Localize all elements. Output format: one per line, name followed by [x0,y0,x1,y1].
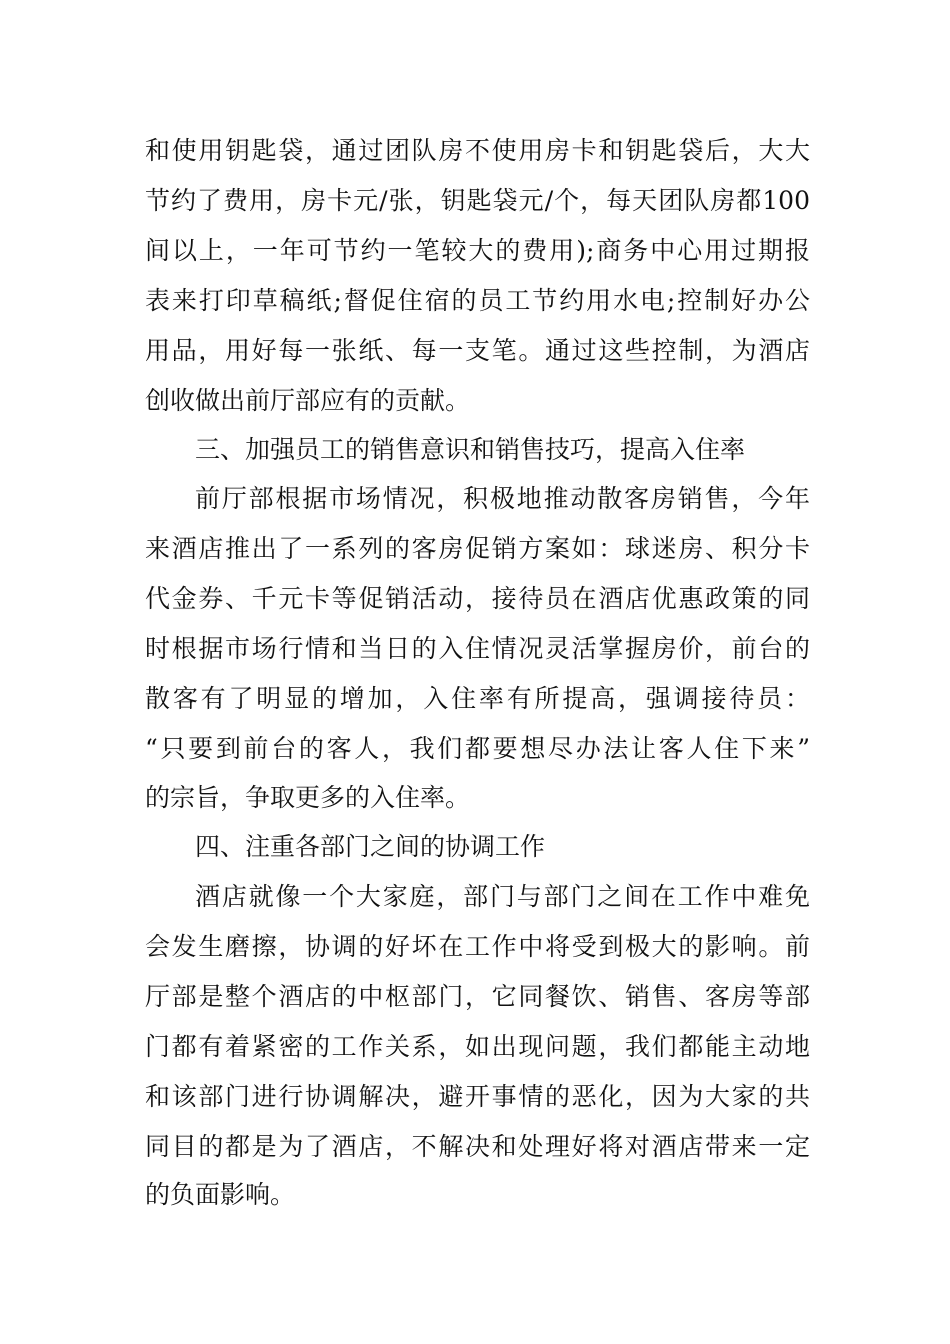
paragraph-2-line-3: 代金券、千元卡等促销活动，接待员在酒店优惠政策的同 [145,584,810,613]
paragraph-3-line-4: 门都有着紧密的工作关系，如出现问题，我们都能主动地 [145,1032,810,1061]
paragraph-3-line-2: 会发生磨擦，协调的好坏在工作中将受到极大的影响。前 [145,932,810,961]
section-heading-3: 三、加强员工的销售意识和销售技巧，提高入住率 [195,435,746,464]
section-heading-4: 四、注重各部门之间的协调工作 [195,832,546,861]
paragraph-1-line-4: 表来打印草稿纸;督促住宿的员工节约用水电;控制好办公 [145,286,810,315]
paragraph-1-line-2: 节约了费用，房卡元/张，钥匙袋元/个，每天团队房都100 [145,186,810,215]
paragraph-3-line-3: 厅部是整个酒店的中枢部门，它同餐饮、销售、客房等部 [145,982,810,1011]
paragraph-2-line-7: 的宗旨，争取更多的入住率。 [145,783,471,812]
paragraph-1-line-1: 和使用钥匙袋，通过团队房不使用房卡和钥匙袋后，大大 [145,136,810,165]
paragraph-2-line-2: 来酒店推出了一系列的客房促销方案如：球迷房、积分卡 [145,534,810,563]
paragraph-3-line-7: 的负面影响。 [145,1180,296,1209]
paragraph-1-line-3: 间以上，一年可节约一笔较大的费用);商务中心用过期报 [145,236,810,265]
paragraph-2-line-4: 时根据市场行情和当日的入住情况灵活掌握房价，前台的 [145,634,810,663]
paragraph-2-line-5: 散客有了明显的增加，入住率有所提高，强调接待员： [145,684,810,713]
paragraph-3-line-1: 酒店就像一个大家庭，部门与部门之间在工作中难免 [195,882,810,911]
paragraph-2-line-6: “只要到前台的客人，我们都要想尽办法让客人住下来” [145,734,810,763]
paragraph-3-line-6: 同目的都是为了酒店，不解决和处理好将对酒店带来一定 [145,1132,810,1161]
paragraph-2-line-1: 前厅部根据市场情况，积极地推动散客房销售，今年 [195,484,810,513]
paragraph-3-line-5: 和该部门进行协调解决，避开事情的恶化，因为大家的共 [145,1082,810,1111]
paragraph-1-line-5: 用品，用好每一张纸、每一支笔。通过这些控制，为酒店 [145,336,810,365]
paragraph-1-line-6: 创收做出前厅部应有的贡献。 [145,386,471,415]
